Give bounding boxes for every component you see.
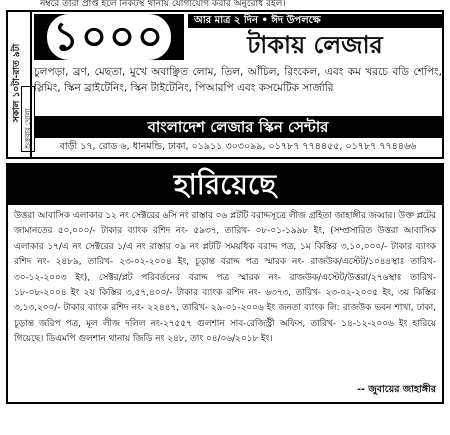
- friday-open-label: শুক্রবার খোলা: [21, 86, 35, 152]
- ad-title: টাকায় লেজার: [247, 31, 383, 59]
- clipped-previous-ad-text: নম্বরে তারা প্রাপ্ত হলে নিকটস্থ থানায় যোগাযোগ করার অনুরোধ রইল।: [40, 0, 286, 8]
- ad-side-strip: [8, 12, 32, 157]
- price-value: ১০০০: [47, 14, 171, 60]
- lost-notice-signature: -- জুবায়ের জাহাঙ্গীর: [357, 384, 436, 395]
- organization-name: বাংলাদেশ লেজার স্কিন সেন্টার: [34, 116, 442, 138]
- address-phone: বাড়ী ১৭, রোড ৬, ধানমন্ডি, ঢাকা, ০১৯১১ ৩০৩০৯৯, ০১৭৮৭ ৭৭৪৪৫৫, ০১৭৮৭ ৭৭৪৪৬৬: [59, 141, 417, 152]
- lost-notice-ad: [6, 163, 444, 404]
- laser-clinic-ad: [6, 10, 444, 159]
- services-list: চুলপড়া, ব্রণ, মেছতা, মুখে অবাঞ্ছিত লোম, তিল, আঁচিল, রিংকেল, এবং কম খরচে বডি শেপিং, স্লিমিং, স্কিন ব্রাইটেনিং, স্কিন টাইটেনিং, পিআরপি এবং কসমেটিক সার্জারি: [34, 66, 442, 94]
- lost-notice-title: হারিয়েছে: [8, 165, 442, 205]
- opening-hours: সকাল ১০টা-রাত ৯টা: [12, 43, 22, 123]
- offer-tagline: আর মাত্র ২ দিন • ঈদ উপলক্ষে: [188, 14, 442, 28]
- price-badge: [34, 14, 184, 60]
- lost-notice-body: উত্তরা আবাসিক এলাকার ১২ নং সেক্টরের ৬সি নং রাস্তার ০৬ প্লটটি বরাদ্দসূত্রে লীজ গ্রহিতা জাহাঙ্গীর জব্বার। উক্ত প্লটের জামানতের ৫০,০০০/- টাকার ব্যাংক রশিদ নং- ৫৯৩৭, তারিখ- ০৮-০১-১৯৯৮ ইং, (সম্প্রসারিত উত্তরা আবাসিক এলাকার ১৭/এ নং সেক্টরের ১/এ নং রাস্তার ০৯ নং প্লটটি সময়ধিক বরাদ্দ পত্র, ১ম কিস্তির ৩,১০,০০০/- টাকার ব্যাংক রশিদ নং- ২৪৮৯, তারিখ- ২৩-০২-২০০৪ ইং, চূড়ান্ত বরাদ্দ পত্র স্মারক নং- রাজউক/এস্টেট/১০৪৪স্থাঃ তারিখ- ৩০-১২-২০০৩ ইং), সেক্টর/প্লট পরিবর্তনের বরাদ্দ পত্র স্মারক নং- রাজউক/এস্টেট/উত্তরা/২৭৬স্থাঃ তারিখ- ১৮-০৮-২০০৪ ইং ২য় কিস্তির ৩,৫৭,৪০০/- টাকার ব্যাংক রশিদ নং- ৬৩৭৩, তারিখ- ২৩-০২-২০০৫ ইং, ৩য় কিস্তির ৩,১৩,২০০/- টাকার ব্যাংক রশিদ নং- ২২৪৪৭, তারিখ- ২৯-০১-২০০৬ ইং জনতা ব্যাংক লি: রাজউক ভবন শাখা, ঢাকা, চূড়ান্ত জরিপ পত্র, মূল লীজ দলিল নং-২৭৫৫৭ গুলশান সাব-রেজিস্ট্রী অফিস, তারিখ- ১৪-১২-২০০৬ ইং হারিয়ে গিয়েছে। ডিএমপি গুলশান থানায় জিডি নং ২৪৮, তাং ০৪/০৬/২০১৮ ইং।: [14, 211, 436, 345]
